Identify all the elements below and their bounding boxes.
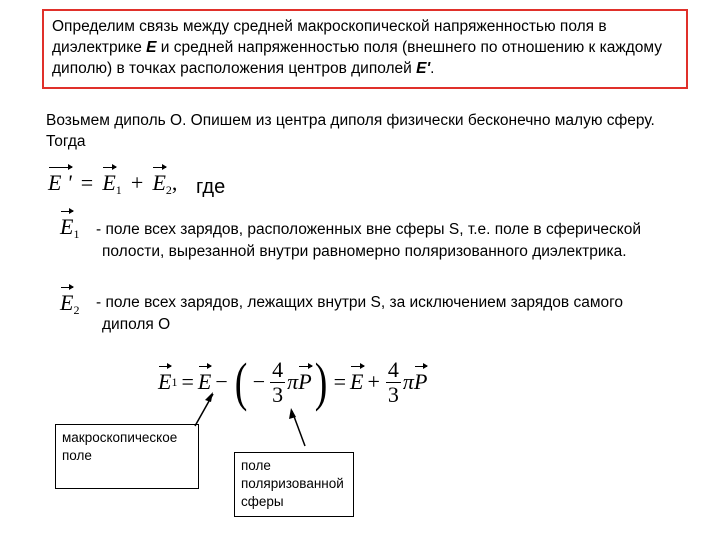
fraction-a-numerator: 4	[272, 356, 284, 382]
arrow-to-macro-field	[195, 392, 213, 426]
e2-symbol: E	[152, 170, 166, 195]
eq2-equals-1: =	[181, 369, 194, 394]
e-prime-symbol: E '	[48, 170, 72, 195]
eq2-e1-symbol: E	[158, 369, 172, 394]
e1-symbol: E	[102, 170, 116, 195]
eq2-p-symbol-1: P	[298, 369, 312, 394]
fraction-a-denominator: 3	[272, 381, 284, 407]
plus-sign: +	[130, 170, 144, 195]
eq2-equals-2: =	[333, 369, 347, 394]
eq2-pi-2: π	[402, 369, 414, 394]
fraction-b-denominator: 3	[387, 381, 399, 407]
e2-subscript: 2	[165, 183, 172, 197]
callout-sphere-text: поле поляризованной сферы	[241, 458, 344, 509]
e1-subscript: 1	[115, 183, 122, 197]
eq2-pi-1: π	[287, 369, 299, 394]
def-e2-symbol: E	[60, 290, 74, 315]
eq2-e-symbol: E	[197, 369, 212, 394]
def-e1-description: - поле всех зарядов, расположенных вне сферы S, т.е. поле в сферической полости, вырезанной внутри равномерно поляризованного диэлектрика.	[96, 221, 642, 260]
callout-macroscopic-field	[55, 424, 199, 489]
comma: ,	[171, 170, 178, 195]
eq2-left-paren: (	[234, 352, 248, 412]
def-e1-subscript: 1	[73, 227, 80, 241]
where-text: где	[196, 176, 226, 198]
paragraph-text: Возьмем диполь О. Опишем из центра диполя физически бесконечно малую сферу. Тогда	[46, 112, 655, 150]
eq2-e1-subscript: 1	[171, 374, 178, 389]
intro-text-1: Определим связь между средней макроскопической напряженностью поля в диэлектрике	[52, 18, 607, 56]
intro-text-2: и средней напряженностью поля (внешнего по отношению к каждому диполю) в точках расположения центров диполей	[52, 39, 662, 77]
eq2-e-symbol-2: E	[350, 369, 364, 394]
eq2-p-symbol-2: P	[413, 369, 428, 394]
intro-text-3: .	[430, 60, 435, 77]
callout-polarized-sphere-field	[234, 452, 354, 517]
arrow-to-sphere-field	[289, 408, 305, 446]
intro-e-symbol: E	[146, 39, 157, 56]
eq2-minus-2: −	[252, 369, 266, 394]
eq2-minus-1: −	[215, 369, 228, 394]
fraction-b-numerator: 4	[387, 356, 399, 382]
equals-sign: =	[80, 170, 94, 195]
def-e1-symbol: E	[60, 214, 74, 239]
eq2-right-paren: )	[314, 352, 327, 412]
def-e2-description: - поле всех зарядов, лежащих внутри S, за исключением зарядов самого диполя О	[96, 294, 624, 333]
def-e2-subscript: 2	[73, 303, 80, 317]
callout-macro-text: макроскопическое поле	[62, 430, 178, 463]
eq2-plus: +	[367, 369, 380, 394]
intro-eprime-symbol: E'	[416, 60, 431, 77]
